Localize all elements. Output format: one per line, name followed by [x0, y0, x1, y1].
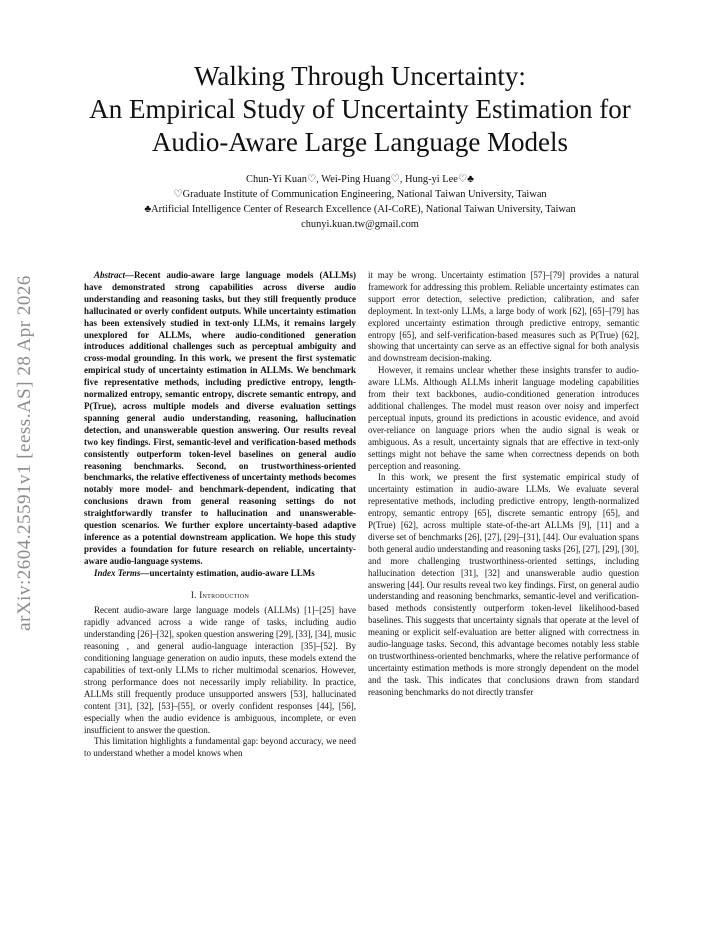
- arxiv-stamp: [10, 253, 40, 653]
- arxiv-stamp-text: arXiv:2604.25591v1 [eess.AS] 28 Apr 2026: [14, 275, 35, 631]
- left-paragraph-2: This limitation highlights a fundamental gap: beyond accuracy, we need to understand whether a model knows when: [84, 736, 356, 759]
- right-paragraph-3: In this work, we present the first systematic empirical study of uncertainty estimation in audio-aware LLMs. We evaluate several representative methods, including predictive entropy, length-normalized entropy, semantic entropy [65], discrete semantic entropy [65], and P(True) [62], across multiple state-of-the-art ALLMs [9], [11] and a diverse set of benchmarks [26], [27], [29]–[31], [44]. Our evaluation spans both general audio understanding and reasoning tasks [26], [27], [29], [30], and more challenging trustworthiness-oriented settings, including hallucination detection [31], [32] and unanswerable audio question answering [44]. Our results reveal two key findings. First, on general audio understanding and reasoning benchmarks, semantic-level and verification-based methods consistently outperform token-level likelihood-based baselines. This suggests that uncertainty signals that operate at the level of meaning or explicit self-evaluation are better aligned with correctness in audio-language tasks. Second, this advantage becomes notably less stable on trustworthiness-oriented benchmarks, where the relative performance of uncertainty estimation methods is more strongly dependent on the model and the task. This indicates that conclusions drawn from standard reasoning benchmarks do not directly transfer: [368, 472, 639, 697]
- left-column: [84, 270, 356, 760]
- author-block: [0, 172, 720, 232]
- title-line-2: An Empirical Study of Uncertainty Estimation for: [89, 94, 631, 124]
- paper-title: [0, 60, 720, 159]
- author-email: chunyi.kuan.tw@gmail.com: [301, 219, 419, 230]
- index-terms-label: Index Terms—: [94, 567, 150, 578]
- index-terms: [84, 568, 356, 580]
- affiliation-1: ♡Graduate Institute of Communication Engineering, National Taiwan University, Taiwan: [173, 189, 547, 200]
- right-column: [368, 270, 639, 699]
- right-paragraph-1: it may be wrong. Uncertainty estimation [57]–[79] provides a natural framework for addressing this problem. Reliable uncertainty estimates can support error detection, selective prediction, calibration, and safer deployment. In text-only LLMs, a large body of work [62], [65]–[79] has explored uncertainty estimation through predictive entropy, semantic entropy [65], and self-verification-based measures such as P(True) [62], showing that uncertainty can serve as an effective signal for both analysis and downstream decision-making.: [368, 270, 639, 364]
- index-terms-text: uncertainty estimation, audio-aware LLMs: [149, 567, 315, 578]
- right-paragraph-2: However, it remains unclear whether these insights transfer to audio-aware LLMs. Although ALLMs inherit language modeling capabilities from their text backbones, audio-conditioned generation introduces additional challenges. The model must reason over noisy and imperfect perceptual inputs, ground its predictions in acoustic evidence, and avoid over-reliance on language priors when the audio signal is weak or ambiguous. As a result, uncertainty signals that are effective in text-only settings might not behave the same when correctness depends on both perception and reasoning.: [368, 365, 639, 471]
- abstract: [84, 270, 356, 568]
- title-line-1: Walking Through Uncertainty:: [194, 61, 526, 91]
- affiliation-2: ♣Artificial Intelligence Center of Research Excellence (AI-CoRE), National Taiwan University, Taiwan: [144, 204, 576, 215]
- abstract-text: Recent audio-aware large language models (ALLMs) have demonstrated strong capabilities across diverse audio understanding and reasoning tasks, but they still frequently produce hallucinated or overly confident outputs. While uncertainty estimation has been extensively studied in text-only LLMs, it remains largely unexplored for ALLMs, where audio-conditioned generation introduces additional challenges such as perceptual ambiguity and cross-modal grounding. In this work, we present the first systematic empirical study of uncertainty estimation in ALLMs. We benchmark five representative methods, including predictive entropy, length-normalized entropy, semantic entropy, discrete semantic entropy, and P(True), across multiple models and diverse evaluation settings spanning general audio understanding, reasoning, hallucination detection, and unanswerable question answering. Our results reveal two key findings. First, semantic-level and verification-based methods consistently outperform token-level baselines on general audio reasoning benchmarks. Second, on trustworthiness-oriented benchmarks, the relative effectiveness of uncertainty methods becomes notably more model- and benchmark-dependent, indicating that conclusions drawn from general reasoning settings do not straightforwardly transfer to hallucination and unanswerable-question scenarios. We further explore uncertainty-based adaptive inference as a potential downstream application. We hope this study provides a foundation for future research on reliable, uncertainty-aware audio-language systems.: [84, 270, 356, 566]
- left-paragraph-1: Recent audio-aware large language models (ALLMs) [1]–[25] have rapidly advanced across a wide range of tasks, including audio understanding [26]–[32], spoken question answering [29], [33], [34], music reasoning , and general audio-language interaction [35]–[52]. By conditioning language generation on audio inputs, these models extend the capabilities of text-only LLMs to richer multimodal scenarios. However, strong performance does not necessarily imply reliability. In practice, ALLMs still frequently produce unsupported answers [53], hallucinated content [31], [32], [53]–[55], or overly confident responses [44], [56], especially when the audio evidence is ambiguous, incomplete, or even insufficient to answer the question.: [84, 605, 356, 735]
- section-heading: I. Introduction: [190, 589, 250, 600]
- title-line-3: Audio-Aware Large Language Models: [151, 127, 569, 157]
- abstract-label: Abstract—: [94, 270, 135, 280]
- author-names: Chun-Yi Kuan♡, Wei-Ping Huang♡, Hung-yi Lee♡♣: [246, 174, 474, 185]
